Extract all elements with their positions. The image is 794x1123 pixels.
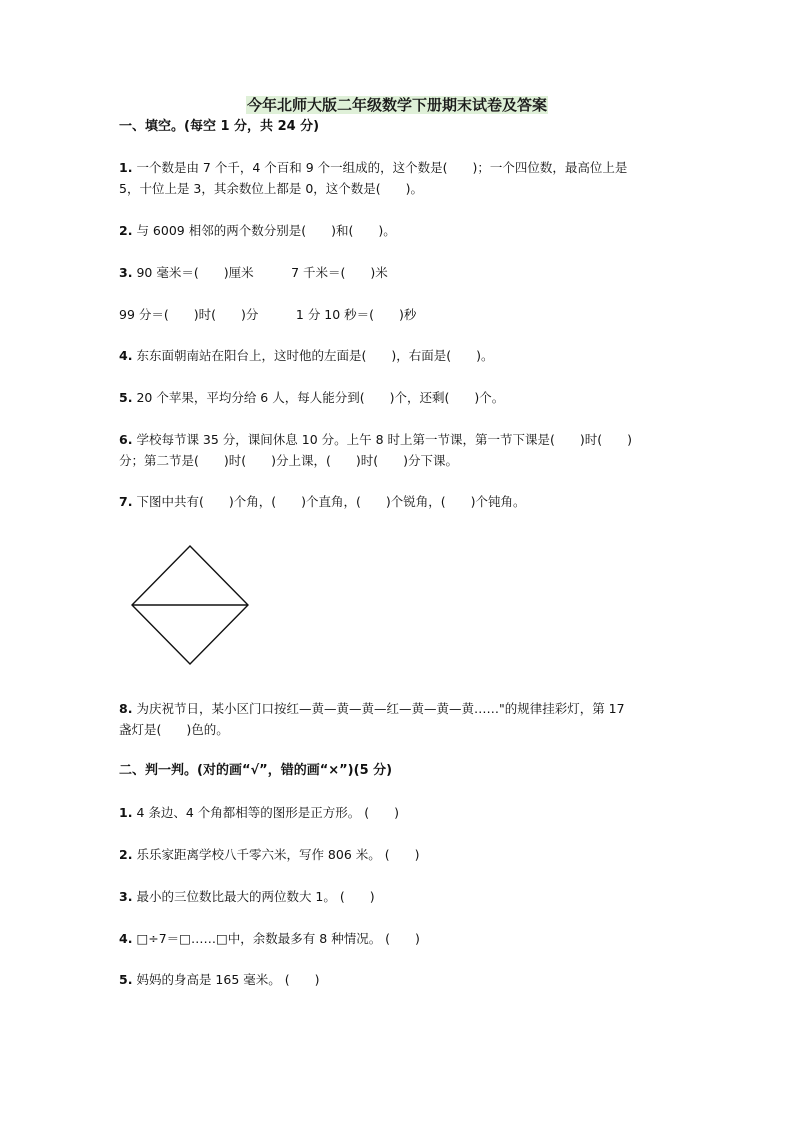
question-text-cont: 5，十位上是 3，其余数位上都是 0，这个数是( )。 [119, 181, 424, 196]
question-text: 东东面朝南站在阳台上，这时他的左面是( )，右面是( )。 [136, 348, 494, 363]
judge-5 [119, 969, 699, 990]
question-text: □÷7＝□……□中，余数最多有 8 种情况。 ( ) [136, 931, 420, 946]
question-1 [119, 157, 699, 199]
question-7 [119, 491, 699, 512]
question-number: 3. [119, 265, 133, 280]
question-text-cont: 盏灯是( )色的。 [119, 722, 229, 737]
question-number: 4. [119, 348, 133, 363]
question-text: 下图中共有( )个角，( )个直角，( )个锐角，( )个钝角。 [136, 494, 526, 509]
question-number: 3. [119, 889, 133, 904]
question-3 [119, 262, 699, 283]
judge-2 [119, 844, 699, 865]
question-text: 90 毫米＝( )厘米 7 千米＝( )米 [136, 265, 388, 280]
question-number: 1. [119, 160, 133, 175]
question-text: 与 6009 相邻的两个数分别是( )和( )。 [136, 223, 396, 238]
question-text: 为庆祝节日，某小区门口按红—黄—黄—黄—红—黄—黄—黄……"的规律挂彩灯，第 17 [136, 701, 625, 716]
question-text: 4 条边、4 个角都相等的图形是正方形。 ( ) [136, 805, 400, 820]
question-number: 2. [119, 223, 133, 238]
judge-3 [119, 886, 699, 907]
question-text: 20 个苹果，平均分给 6 人，每人能分到( )个，还剩( )个。 [136, 390, 505, 405]
judge-1 [119, 802, 699, 823]
question-3-line-2: 99 分＝( )时( )分 1 分 10 秒＝( )秒 [119, 307, 417, 322]
section-heading-true-false: 二、判一判。(对的画“√”，错的画“×”)(5 分) [119, 763, 393, 778]
question-6 [119, 429, 699, 471]
page-title [0, 95, 794, 115]
section-heading-fill-blanks: 一、填空。(每空 1 分，共 24 分) [119, 119, 320, 134]
question-5 [119, 387, 699, 408]
question-number: 5. [119, 390, 133, 405]
angle-figure-diagram [128, 544, 252, 668]
question-text-cont: 分；第二节是( )时( )分上课，( )时( )分下课。 [119, 453, 459, 468]
question-8 [119, 698, 699, 740]
question-number: 7. [119, 494, 133, 509]
question-2 [119, 220, 699, 241]
question-number: 8. [119, 701, 133, 716]
question-text: 最小的三位数比最大的两位数大 1。 ( ) [136, 889, 375, 904]
question-number: 6. [119, 432, 133, 447]
page-title-text: 今年北师大版二年级数学下册期末试卷及答案 [246, 96, 547, 114]
question-number: 5. [119, 972, 133, 987]
question-text: 乐乐家距离学校八千零六米，写作 806 米。 ( ) [136, 847, 420, 862]
question-number: 1. [119, 805, 133, 820]
question-number: 2. [119, 847, 133, 862]
question-text: 一个数是由 7 个千，4 个百和 9 个一组成的，这个数是( )；一个四位数，最高位上是 [136, 160, 628, 175]
question-4 [119, 345, 699, 366]
question-text: 妈妈的身高是 165 毫米。 ( ) [136, 972, 320, 987]
question-text: 学校每节课 35 分，课间休息 10 分。上午 8 时上第一节课，第一节下课是( )时( ) [136, 432, 633, 447]
judge-4 [119, 928, 699, 949]
question-number: 4. [119, 931, 133, 946]
